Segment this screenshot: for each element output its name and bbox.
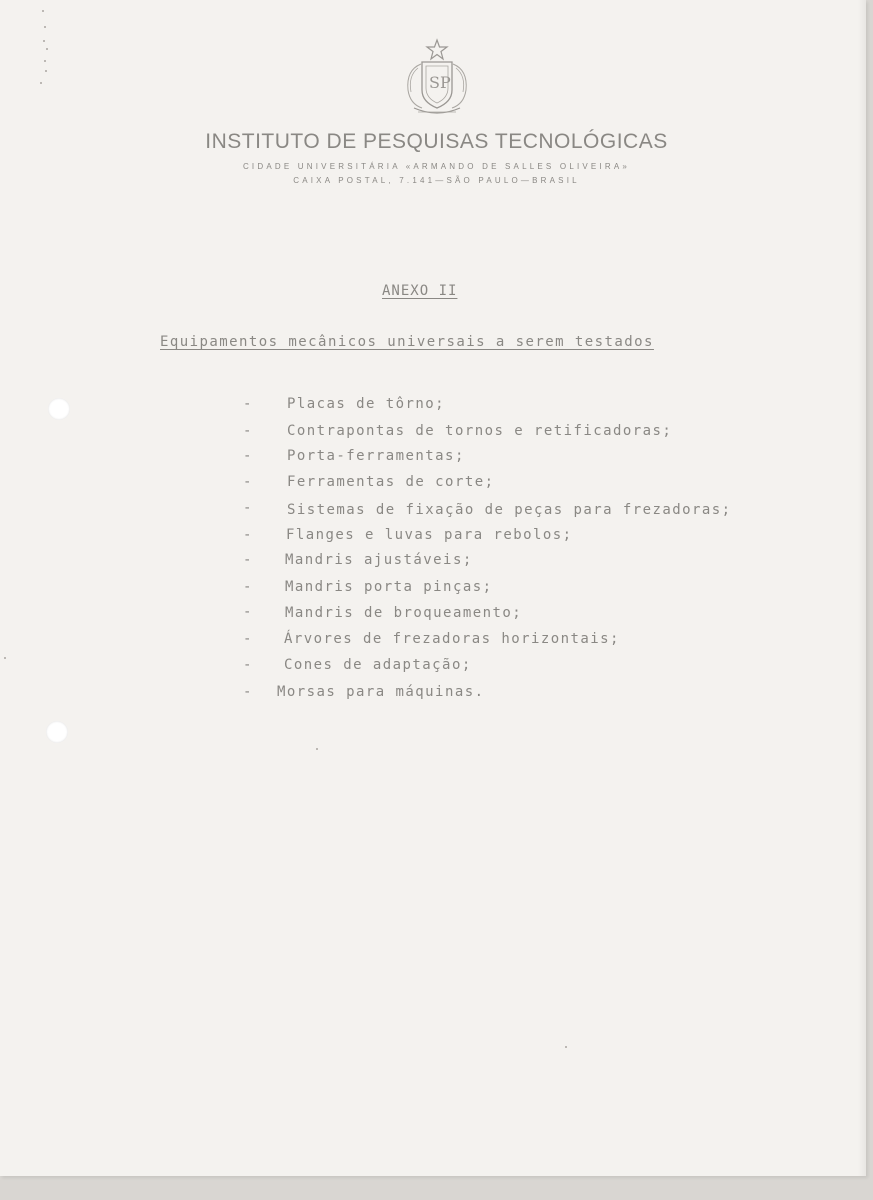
punch-hole <box>48 398 70 420</box>
paper-speck <box>565 1046 567 1048</box>
page-edge <box>858 0 866 1176</box>
list-item: Morsas para máquinas. <box>277 684 485 700</box>
list-dash: - <box>243 448 252 464</box>
list-dash: - <box>243 527 252 543</box>
list-item: Mandris porta pinças; <box>285 579 493 595</box>
list-dash: - <box>243 579 252 595</box>
list-item: Flanges e luvas para rebolos; <box>286 527 573 543</box>
paper-speck <box>4 657 6 659</box>
address-line-1: CIDADE UNIVERSITÁRIA «ARMANDO DE SALLES OLIVEIRA» <box>242 162 631 171</box>
list-dash: - <box>243 604 252 620</box>
institution-name: INSTITUTO DE PESQUISAS TECNOLÓGICAS <box>205 130 668 153</box>
address-line-2: CAIXA POSTAL, 7.141—SÃO PAULO—BRASIL <box>293 176 580 185</box>
list-dash: - <box>243 657 252 673</box>
list-item: Contrapontas de tornos e retificadoras; <box>287 423 673 439</box>
list-item: Árvores de frezadoras horizontais; <box>284 631 620 647</box>
list-dash: - <box>243 474 252 490</box>
list-item: Sistemas de fixação de peças para frezadoras; <box>287 502 732 518</box>
list-item: Porta-ferramentas; <box>287 448 465 464</box>
state-coat-of-arms-icon <box>400 38 474 118</box>
list-item: Cones de adaptação; <box>284 657 472 673</box>
annex-title: ANEXO II <box>382 283 458 299</box>
list-dash: - <box>243 684 252 700</box>
annex-subtitle: Equipamentos mecânicos universais a serem testados <box>160 334 654 350</box>
punch-hole <box>46 721 68 743</box>
list-item: Mandris de broqueamento; <box>285 605 523 621</box>
list-item: Placas de tôrno; <box>287 396 446 412</box>
list-dash: - <box>243 396 252 412</box>
list-dash: - <box>243 631 252 647</box>
paper-speck <box>316 748 318 750</box>
margin-marks <box>38 4 52 94</box>
list-item: Ferramentas de corte; <box>287 474 495 490</box>
list-dash: - <box>243 552 252 568</box>
svg-text:SP: SP <box>429 73 451 92</box>
list-dash: - <box>243 423 252 439</box>
list-item: Mandris ajustáveis; <box>285 552 473 568</box>
list-dash: - <box>243 500 252 516</box>
